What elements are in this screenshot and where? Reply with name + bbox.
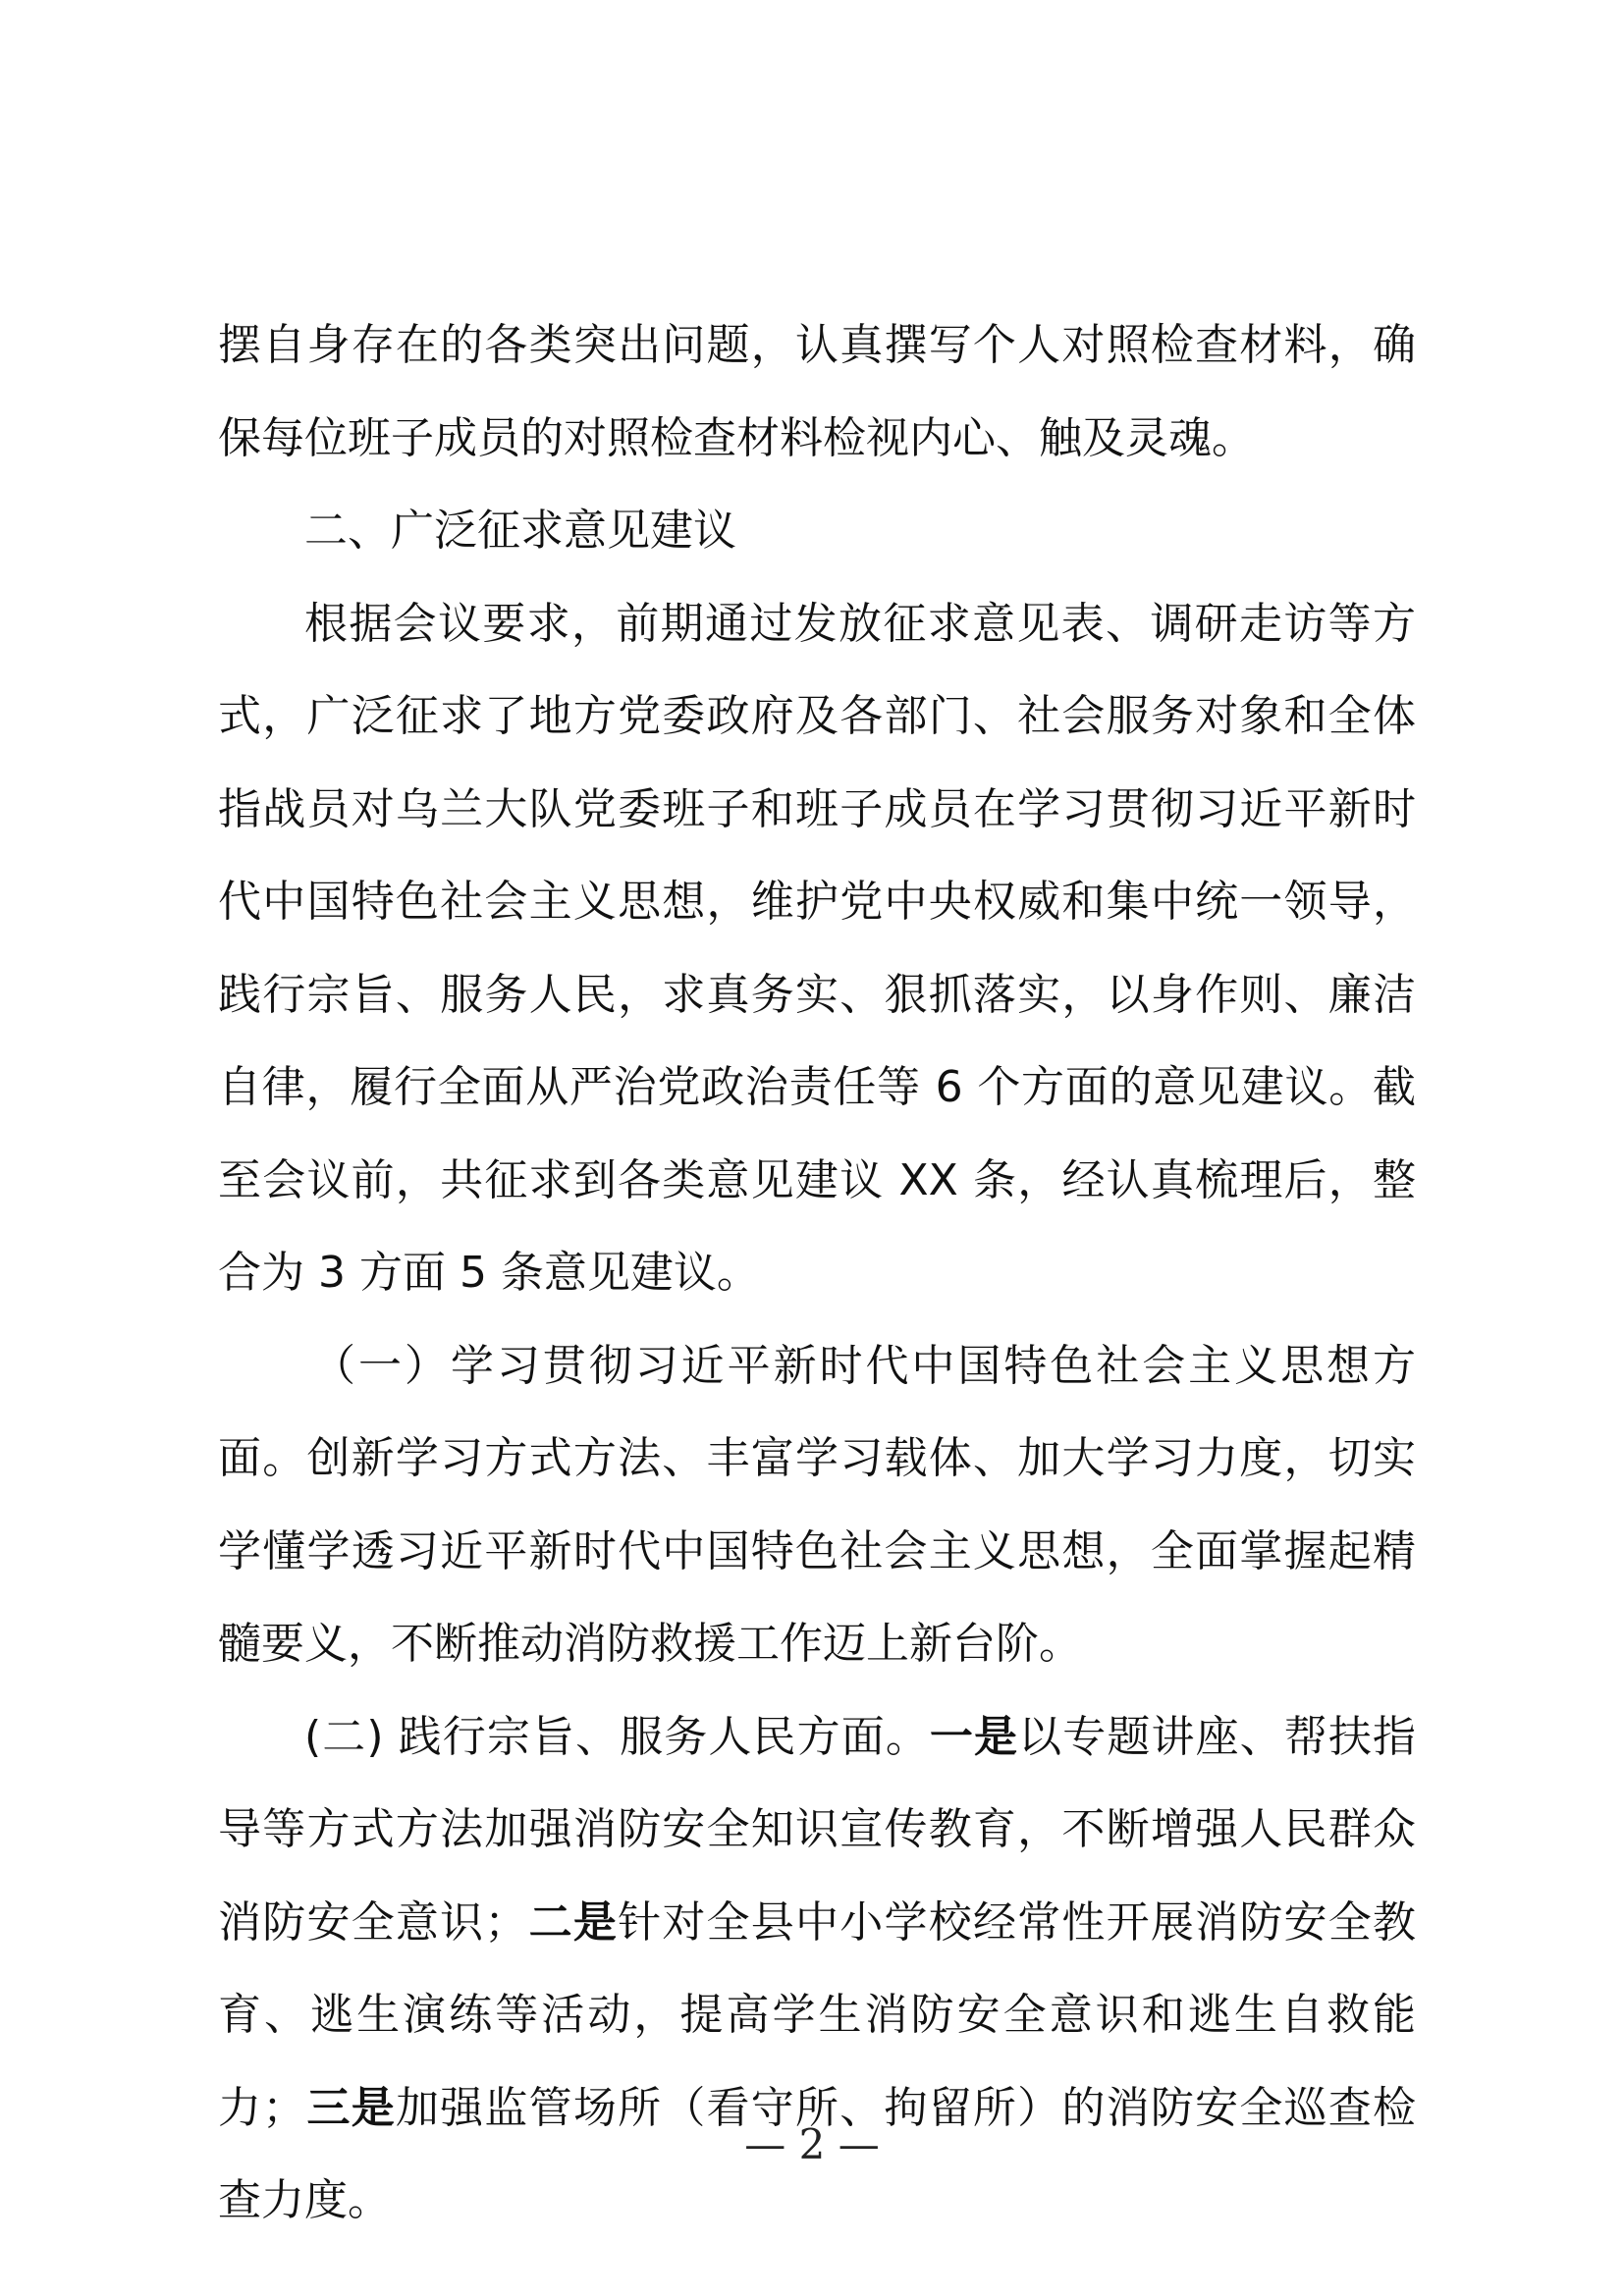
point-one-label: 一是 bbox=[929, 1711, 1019, 1762]
point-three-text: 加强监管场所（看守所、拘留所）的消防安全巡查检查力度。 bbox=[218, 2082, 1417, 2225]
section-two-body: 根据会议要求，前期通过发放征求意见表、调研走访等方式，广泛征求了地方党委政府及各部门、社会服务对象和全体指战员对乌兰大队党委班子和班子成员在学习贯彻习近平新时代中国特色社会主义思想，维护党中央权威和集中统一领导，践行宗旨、服务人民，求真务实、狠抓落实，以身作则、廉洁自律，履行全面从严治党政治责任等 6 个方面的意见建议。截至会议前，共征求到各类意见建议 XX 条，经认真梳理后，整合为 3 方面 5 条意见建议。 bbox=[218, 598, 1416, 1298]
item-two-heading: (二) 践行宗旨、服务人民方面。 bbox=[304, 1711, 930, 1762]
point-one-text: 以专题讲座、帮扶指导等方式方法加强消防安全知识宣传教育，不断增强人民群众消防安全意识； bbox=[218, 1711, 1416, 1948]
item-one-paragraph: （一）学习贯彻习近平新时代中国特色社会主义思想方面。创新学习方式方法、丰富学习载体、加大学习力度，切实学懂学透习近平新时代中国特色社会主义思想，全面掌握起精髓要义，不断推动消防救援工作迈上新台阶。 bbox=[218, 1340, 1416, 1669]
point-two-text: 针对全县中小学校经常性开展消防安全教育、逃生演练等活动，提高学生消防安全意识和逃生自救能力； bbox=[218, 1896, 1417, 2133]
continuation-paragraph: 摆自身存在的各类突出问题，认真撰写个人对照检查材料，确保每位班子成员的对照检查材料检视内心、触及灵魂。 bbox=[218, 320, 1416, 463]
page-number: — 2 — bbox=[744, 2120, 880, 2168]
point-two-label: 二是 bbox=[527, 1896, 619, 1948]
document-body bbox=[218, 299, 1416, 2248]
point-three-label: 三是 bbox=[305, 2082, 396, 2133]
section-two-heading: 二、广泛征求意见建议 bbox=[304, 506, 736, 556]
